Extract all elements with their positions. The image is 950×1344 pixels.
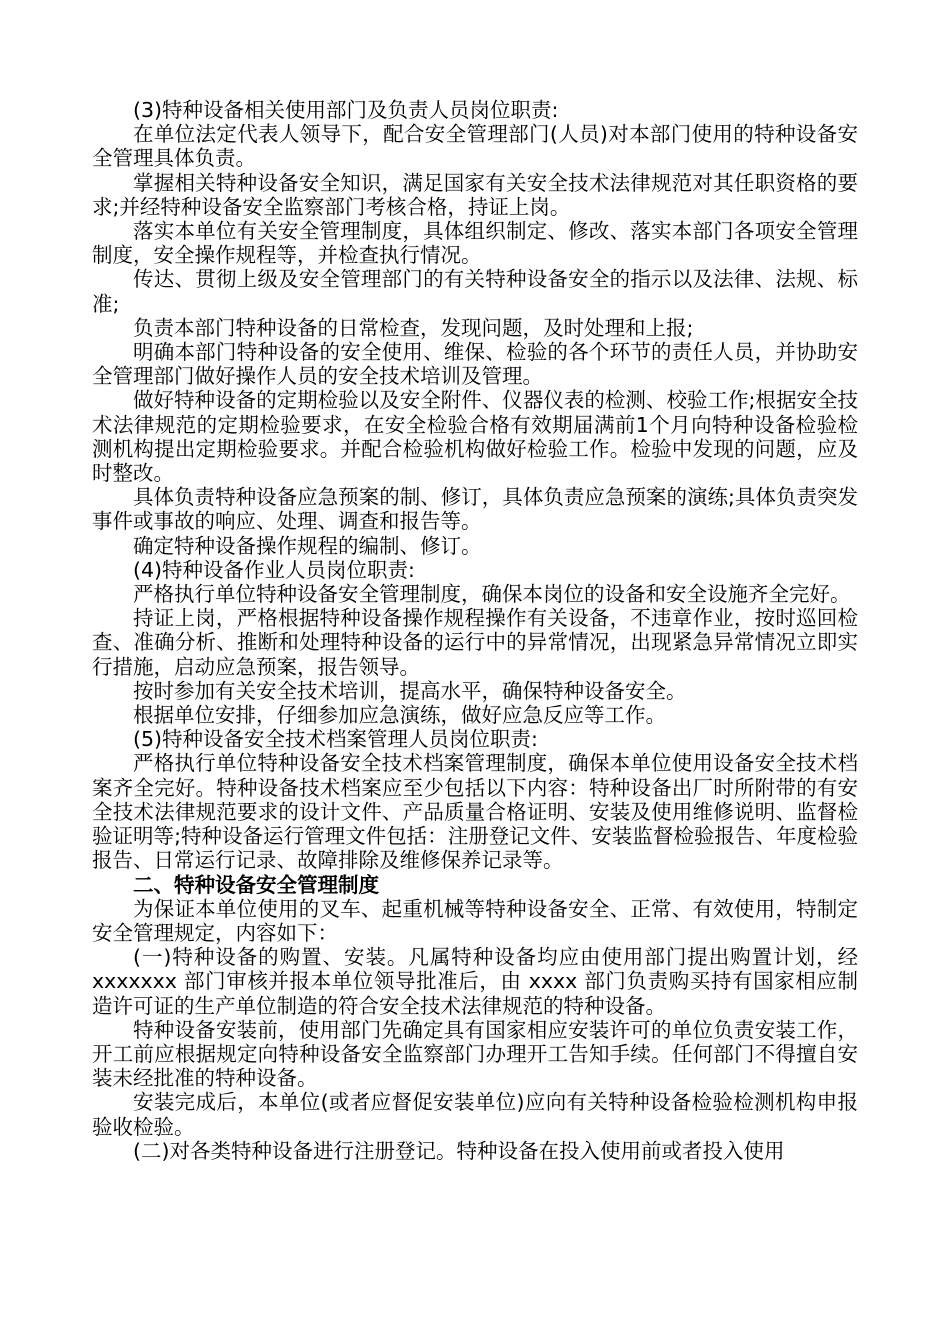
paragraph: 按时参加有关安全技术培训，提高水平，确保特种设备安全。 xyxy=(133,678,687,703)
paragraph: 特种设备安装前，使用部门先确定具有国家相应安装许可的单位负责安装工作，开工前应根据规定向特种设备安全监察部门办理开工告知手续。任何部门不得擅自安装未经批准的特种设备。 xyxy=(92,1017,858,1091)
section-heading: 二、特种设备安全管理制度 xyxy=(133,872,379,897)
paragraph: 在单位法定代表人领导下，配合安全管理部门(人员)对本部门使用的特种设备安全管理具体负责。 xyxy=(92,122,858,171)
paragraph: (5)特种设备安全技术档案管理人员岗位职责: xyxy=(133,727,538,752)
paragraph: 严格执行单位特种设备安全管理制度，确保本岗位的设备和安全设施齐全完好。 xyxy=(133,582,851,607)
paragraph: 根据单位安排，仔细参加应急演练，做好应急反应等工作。 xyxy=(133,703,666,728)
paragraph: (3)特种设备相关使用部门及负责人员岗位职责: xyxy=(133,98,559,122)
paragraph: (4)特种设备作业人员岗位职责: xyxy=(133,557,415,582)
paragraph: 安装完成后，本单位(或者应督促安装单位)应向有关特种设备检验检测机构申报验收检验。 xyxy=(92,1090,858,1139)
paragraph: 明确本部门特种设备的安全使用、维保、检验的各个环节的责任人员，并协助安全管理部门做好操作人员的安全技术培训及管理。 xyxy=(92,340,858,389)
document-body xyxy=(92,98,858,1163)
paragraph: 具体负责特种设备应急预案的制、修订，具体负责应急预案的演练;具体负责突发事件或事故的响应、处理、调查和报告等。 xyxy=(92,485,858,534)
paragraph: (二)对各类特种设备进行注册登记。特种设备在投入使用前或者投入使用 xyxy=(133,1138,785,1163)
paragraph: 掌握相关特种设备安全知识，满足国家有关安全技术法律规范对其任职资格的要求;并经特种设备安全监察部门考核合格，持证上岗。 xyxy=(92,170,858,219)
paragraph: 负责本部门特种设备的日常检查，发现问题，及时处理和上报; xyxy=(133,315,694,340)
paragraph: 确定特种设备操作规程的编制、修订。 xyxy=(133,533,482,558)
paragraph: 严格执行单位特种设备安全技术档案管理制度，确保本单位使用设备安全技术档案齐全完好。特种设备技术档案应至少包括以下内容：特种设备出厂时所附带的有安全技术法律规范要求的设计文件、产品质量合格证明、安装及使用维修说明、监督检验证明等;特种设备运行管理文件包括：注册登记文件、安装监督检验报告、年度检验报告、日常运行记录、故障排除及维修保养记录等。 xyxy=(92,751,858,873)
paragraph: 传达、贯彻上级及安全管理部门的有关特种设备安全的指示以及法律、法规、标准; xyxy=(92,267,858,316)
paragraph: 为保证本单位使用的叉车、起重机械等特种设备安全、正常、有效使用，特制定安全管理规定，内容如下： xyxy=(92,896,858,945)
paragraph: 落实本单位有关安全管理制度，具体组织制定、修改、落实本部门各项安全管理制度，安全操作规程等，并检查执行情况。 xyxy=(92,219,858,268)
paragraph: 持证上岗，严格根据特种设备操作规程操作有关设备，不违章作业，按时巡回检查、准确分析、推断和处理特种设备的运行中的异常情况，出现紧急异常情况立即实行措施，启动应急预案，报告领导。 xyxy=(92,606,858,679)
paragraph: (一)特种设备的购置、安装。凡属特种设备均应由使用部门提出购置计划，经 xxxxxxx 部门审核并报本单位领导批准后，由 xxxx 部门负责购买持有国家相应制造许可证的生产单位制造的符合安全技术法律规范的特种设备。 xyxy=(92,945,858,1018)
paragraph: 做好特种设备的定期检验以及安全附件、仪器仪表的检测、校验工作;根据安全技术法律规范的定期检验要求，在安全检验合格有效期届满前1个月向特种设备检验检测机构提出定期检验要求。并配合检验机构做好检验工作。检验中发现的问题，应及时整改。 xyxy=(92,388,858,486)
